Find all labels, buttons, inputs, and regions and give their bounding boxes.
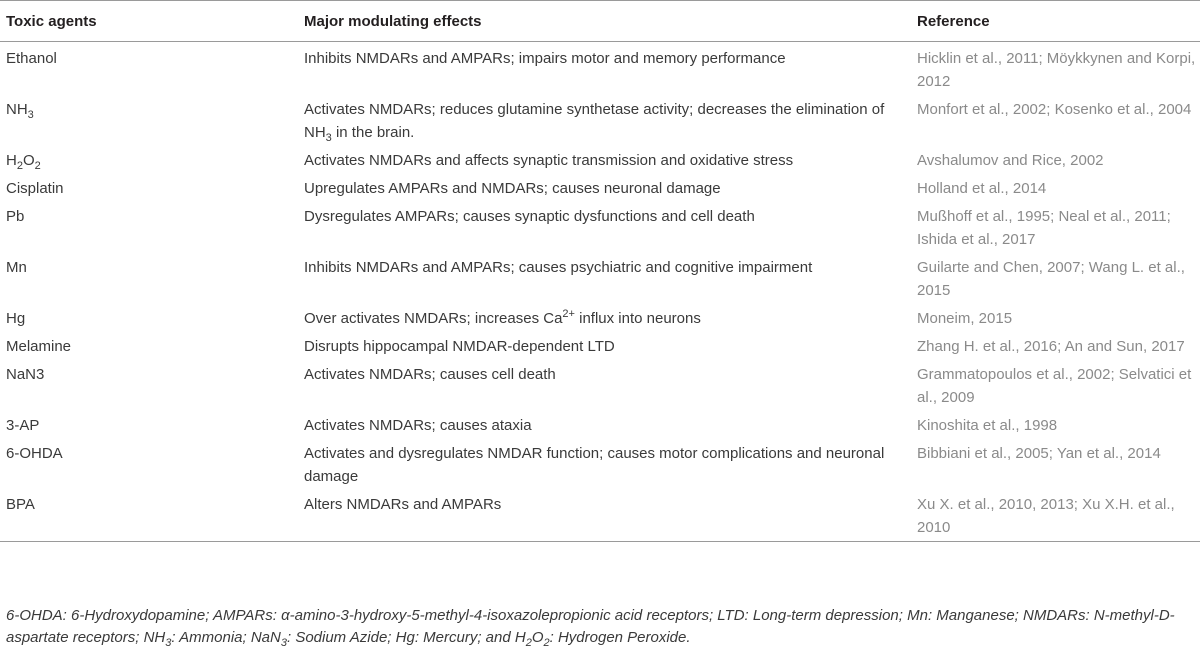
table-row (0, 302, 1200, 330)
table-row (0, 251, 1200, 302)
table-row (0, 409, 1200, 437)
table-header (0, 1, 1200, 42)
cell-modulating-effect: Inhibits NMDARs and AMPARs; causes psychiatric and cognitive impairment (304, 259, 813, 276)
cell-reference: Hicklin et al., 2011; Möykkynen and Korpi, 2012 (917, 50, 1196, 90)
table-body (0, 42, 1200, 542)
cell-reference: Bibbiani et al., 2005; Yan et al., 2014 (917, 445, 1161, 462)
table-row (0, 144, 1200, 172)
cell-modulating-effect: Upregulates AMPARs and NMDARs; causes neuronal damage (304, 180, 721, 197)
table-row (0, 42, 1200, 94)
cell-reference: Mußhoff et al., 1995; Neal et al., 2011; Ishida et al., 2017 (917, 208, 1171, 248)
cell-toxic-agent: NaN3 (6, 366, 45, 383)
table-row (0, 437, 1200, 488)
cell-toxic-agent: $NH_3$ (6, 101, 34, 121)
cell-reference: Monfort et al., 2002; Kosenko et al., 2004 (917, 101, 1192, 118)
cell-modulating-effect: Inhibits NMDARs and AMPARs; impairs motor and memory performance (304, 50, 786, 67)
table-row (0, 358, 1200, 409)
header-row (0, 1, 1200, 42)
header-major-modulating-effects: Major modulating effects (298, 1, 911, 42)
cell-modulating-effect: Activates and dysregulates NMDAR function; causes motor complications and neuronal damage (304, 445, 885, 485)
cell-modulating-effect: Activates NMDARs; reduces glutamine synthetase activity; decreases the elimination of $NH_3$ in the brain. (304, 101, 885, 144)
cell-reference: Avshalumov and Rice, 2002 (917, 152, 1104, 169)
cell-modulating-effect: Activates NMDARs; causes cell death (304, 366, 556, 383)
header-toxic-agents: Toxic agents (0, 1, 298, 42)
cell-modulating-effect: Activates NMDARs and affects synaptic transmission and oxidative stress (304, 152, 794, 169)
table-footnote: 6-OHDA: 6-Hydroxydopamine; AMPARs: α-amino-3-hydroxy-5-methyl-4-isoxazolepropionic acid receptors; LTD: Long-term depression; Mn: Manganese; NMDARs: N-methyl-D-aspartate receptors; $NH_3$: Ammonia; NaN$_3$: Sodium Azide; Hg: Mercury; and $H_2O_2$: Hydrogen Peroxide. (6, 607, 1175, 649)
cell-toxic-agent: 6-OHDA (6, 445, 63, 462)
cell-reference: Xu X. et al., 2010, 2013; Xu X.H. et al., 2010 (911, 488, 1200, 542)
table-row (0, 330, 1200, 358)
cell-modulating-effect: Disrupts hippocampal NMDAR-dependent LTD (304, 338, 615, 355)
cell-toxic-agent: Mn (6, 259, 27, 276)
cell-reference: Guilarte and Chen, 2007; Wang L. et al., 2015 (917, 259, 1185, 299)
cell-toxic-agent: $H_2O_2$ (6, 152, 41, 172)
cell-toxic-agent: Melamine (6, 338, 72, 355)
cell-reference: Holland et al., 2014 (917, 180, 1047, 197)
cell-modulating-effect: Over activates NMDARs; increases $Ca^{2+}$ influx into neurons (304, 308, 701, 327)
table-row (0, 93, 1200, 144)
cell-reference: Grammatopoulos et al., 2002; Selvatici et al., 2009 (917, 366, 1192, 406)
table-row (0, 172, 1200, 200)
table-row (0, 488, 1200, 542)
cell-toxic-agent: 3-AP (6, 417, 40, 434)
cell-toxic-agent: BPA (0, 488, 298, 542)
cell-toxic-agent: Cisplatin (6, 180, 64, 197)
cell-modulating-effect: Activates NMDARs; causes ataxia (304, 417, 532, 434)
header-reference: Reference (911, 1, 1200, 42)
cell-reference: Zhang H. et al., 2016; An and Sun, 2017 (917, 338, 1185, 355)
cell-modulating-effect: Alters NMDARs and AMPARs (298, 488, 911, 542)
cell-toxic-agent: Pb (6, 208, 25, 225)
cell-toxic-agent: Hg (6, 310, 26, 327)
cell-toxic-agent: Ethanol (6, 50, 57, 67)
cell-modulating-effect: Dysregulates AMPARs; causes synaptic dysfunctions and cell death (304, 208, 755, 225)
table-row (0, 200, 1200, 251)
cell-reference: Kinoshita et al., 1998 (917, 417, 1058, 434)
cell-reference: Moneim, 2015 (917, 310, 1013, 327)
